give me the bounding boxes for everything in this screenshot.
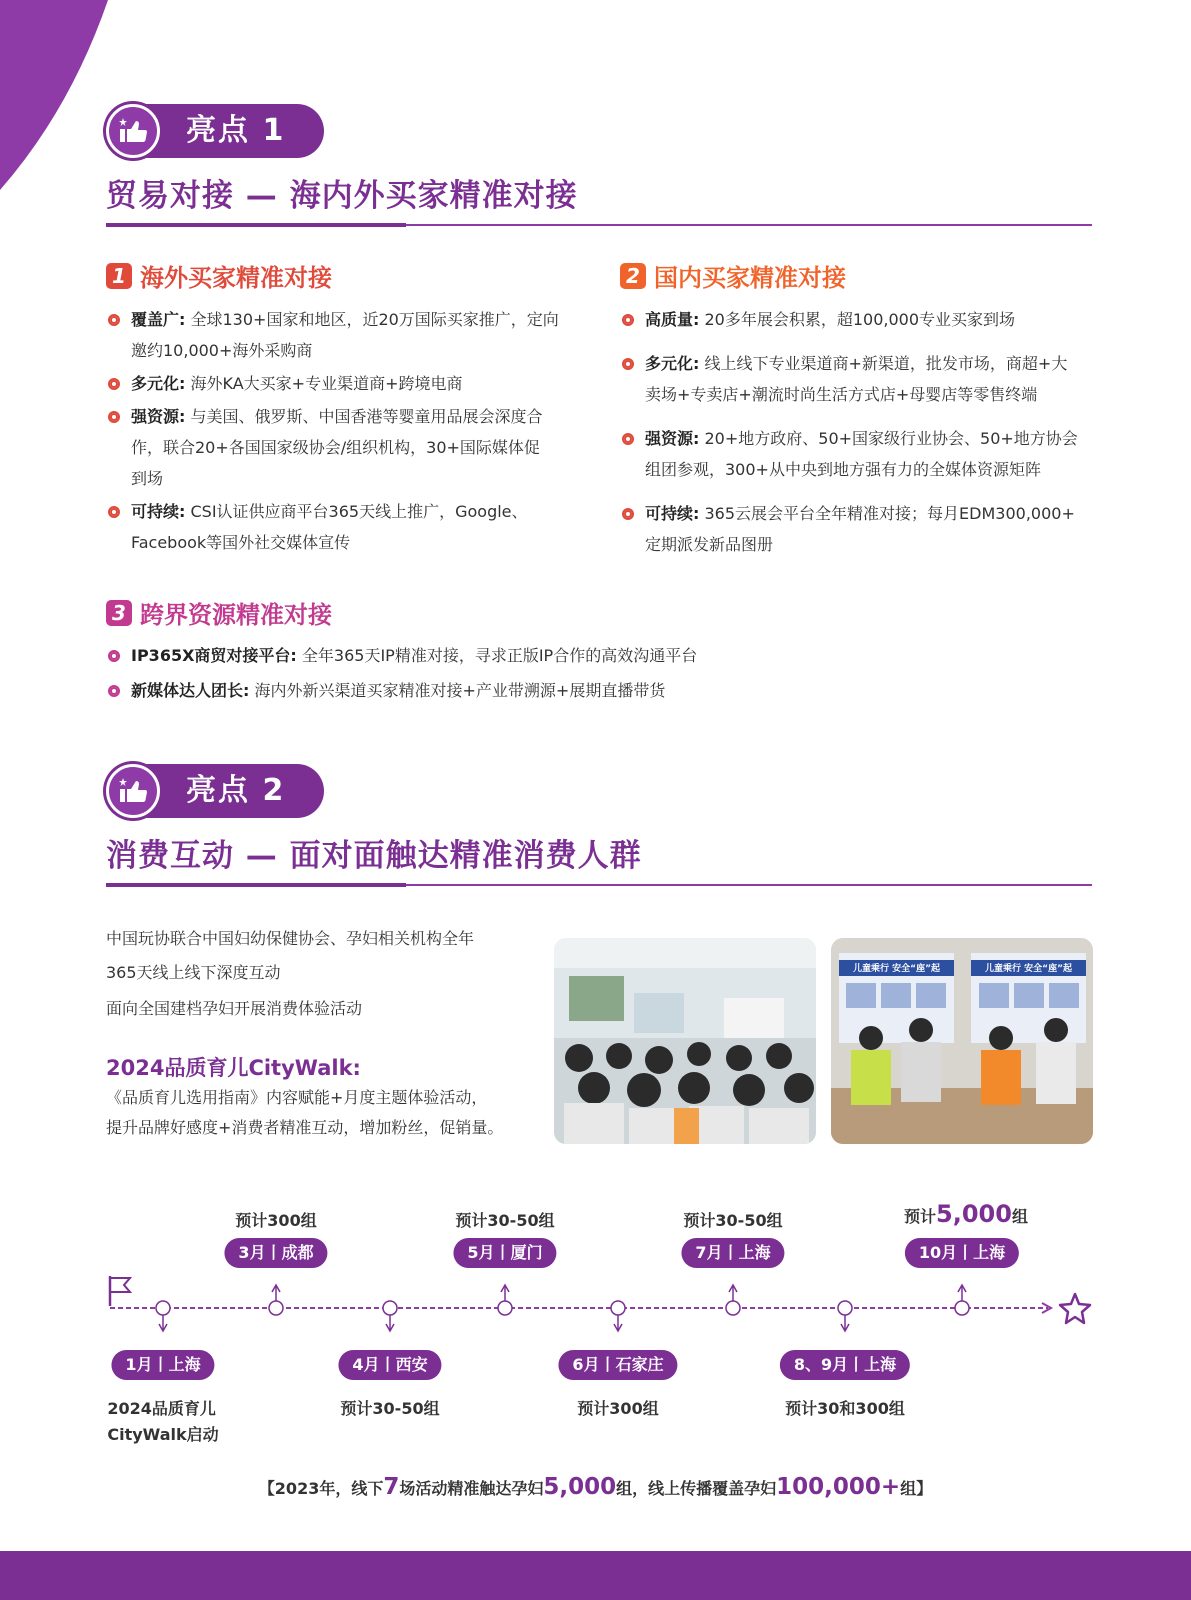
badge-label: 亮点 2: [186, 773, 286, 808]
overseas-heading: [106, 258, 332, 293]
intro-line-3: 面向全国建档孕妇开展消费体验活动: [106, 999, 363, 1018]
domestic-list: [620, 304, 1100, 560]
timeline-note-shanghai-oct: 预计5,000组: [904, 1200, 1028, 1228]
timeline-note-xiamen: 预计30-50组: [455, 1211, 555, 1230]
timeline-pill-shanghai-aug: 8、9月丨上海: [780, 1350, 910, 1380]
bullet-icon: [622, 433, 634, 445]
booth-banner-right: 儿童乘行 安全“座”起: [985, 964, 1072, 974]
seminar-photo: [554, 938, 816, 1144]
bullet-icon: [108, 650, 120, 662]
citywalk-desc-1: 《品质育儿选用指南》内容赋能+月度主题体验活动，: [106, 1088, 488, 1107]
bullet-icon: [108, 685, 120, 697]
thumbs-up-icon: [106, 104, 160, 158]
bullet-icon: [108, 314, 120, 326]
timeline-pill-shanghai-jul: 7月丨上海: [681, 1238, 784, 1268]
highlight-badge-1: [106, 104, 324, 158]
number-1-icon: 1: [106, 263, 132, 289]
citywalk-desc-2: 提升品牌好感度+消费者精准互动，增加粉丝，促销量。: [106, 1118, 504, 1137]
list-item: IP365X商贸对接平台: 全年365天IP精准对接，寻求正版IP合作的高效沟通平台: [106, 640, 806, 671]
timeline-note-chengdu: 预计300组: [235, 1211, 317, 1230]
crossover-heading-text: 跨界资源精准对接: [140, 601, 332, 629]
timeline-pill-shanghai-jan: 1月丨上海: [111, 1350, 214, 1380]
timeline-pill-xian: 4月丨西安: [338, 1350, 441, 1380]
overseas-list: [106, 304, 586, 558]
list-item: 强资源: 20+地方政府、50+国家级行业协会、50+地方协会 组团参观，300+从中央到地方强有力的全媒体资源矩阵: [620, 423, 1100, 485]
timeline-note-shanghai-jul: 预计30-50组: [683, 1211, 783, 1230]
bullet-icon: [622, 314, 634, 326]
corner-decoration: [0, 0, 120, 200]
highlight-badge-2: [106, 764, 324, 818]
citywalk-title: 2024品质育儿CityWalk:: [106, 1056, 361, 1080]
bullet-icon: [108, 378, 120, 390]
timeline-pill-shijiazhuang: 6月丨石家庄: [558, 1350, 677, 1380]
list-item: 可持续: CSI认证供应商平台365天线上推广，Google、 Facebook等国外社交媒体宣传: [106, 496, 586, 558]
badge-label: 亮点 1: [186, 113, 286, 148]
section-title-2: 消费互动 — 面对面触达精准消费人群: [106, 838, 642, 874]
intro-line-2: 365天线上线下深度互动: [106, 963, 281, 982]
footer-bar: [0, 1551, 1191, 1600]
number-3-icon: 3: [106, 600, 132, 626]
timeline-note-shijiazhuang: 预计300组: [577, 1399, 659, 1418]
list-item: 多元化: 海外KA大买家+专业渠道商+跨境电商: [106, 368, 586, 399]
timeline-note-shanghai-aug: 预计30和300组: [785, 1399, 905, 1418]
timeline-note-xian: 预计30-50组: [340, 1399, 440, 1418]
summary-line: 【2023年，线下7场活动精准触达孕妇5,000组，线上传播覆盖孕妇100,000+组】: [258, 1474, 933, 1500]
list-item: 高质量: 20多年展会积累，超100,000专业买家到场: [620, 304, 1100, 335]
list-item: 强资源: 与美国、俄罗斯、中国香港等婴童用品展会深度合 作，联合20+各国国家级协会/组织机构，30+国际媒体促 到场: [106, 401, 586, 494]
timeline-nodes: [0, 1256, 1191, 1336]
bullet-icon: [622, 508, 634, 520]
list-item: 可持续: 365云展会平台全年精准对接；每月EDM300,000+ 定期派发新品图册: [620, 498, 1100, 560]
number-2-icon: 2: [620, 263, 646, 289]
domestic-heading-text: 国内买家精准对接: [654, 264, 846, 292]
section-divider-2: [106, 883, 1092, 887]
timeline-note-shanghai-jan: 2024品质育儿 CityWalk启动: [107, 1399, 219, 1444]
section-title-1: 贸易对接 — 海内外买家精准对接: [106, 178, 578, 214]
timeline-pill-chengdu: 3月丨成都: [224, 1238, 327, 1268]
overseas-heading-text: 海外买家精准对接: [140, 264, 332, 292]
bullet-icon: [108, 506, 120, 518]
bullet-icon: [622, 358, 634, 370]
booth-photo: [831, 938, 1093, 1144]
list-item: 新媒体达人团长: 海内外新兴渠道买家精准对接+产业带溯源+展期直播带货: [106, 675, 806, 706]
thumbs-up-icon: [106, 764, 160, 818]
timeline-pill-xiamen: 5月丨厦门: [453, 1238, 556, 1268]
domestic-heading: [620, 258, 846, 293]
timeline-pill-shanghai-oct: 10月丨上海: [905, 1238, 1019, 1268]
list-item: 覆盖广: 全球130+国家和地区，近20万国际买家推广，定向 邀约10,000+海外采购商: [106, 304, 586, 366]
list-item: 多元化: 线上线下专业渠道商+新渠道，批发市场，商超+大 卖场+专卖店+潮流时尚生活方式店+母婴店等零售终端: [620, 348, 1100, 410]
section-divider-1: [106, 223, 1092, 227]
crossover-heading: [106, 595, 332, 630]
intro-line-1: 中国玩协联合中国妇幼保健协会、孕妇相关机构全年: [106, 929, 475, 948]
crossover-list: [106, 640, 806, 706]
bullet-icon: [108, 411, 120, 423]
booth-banner-left: 儿童乘行 安全“座”起: [853, 964, 940, 974]
